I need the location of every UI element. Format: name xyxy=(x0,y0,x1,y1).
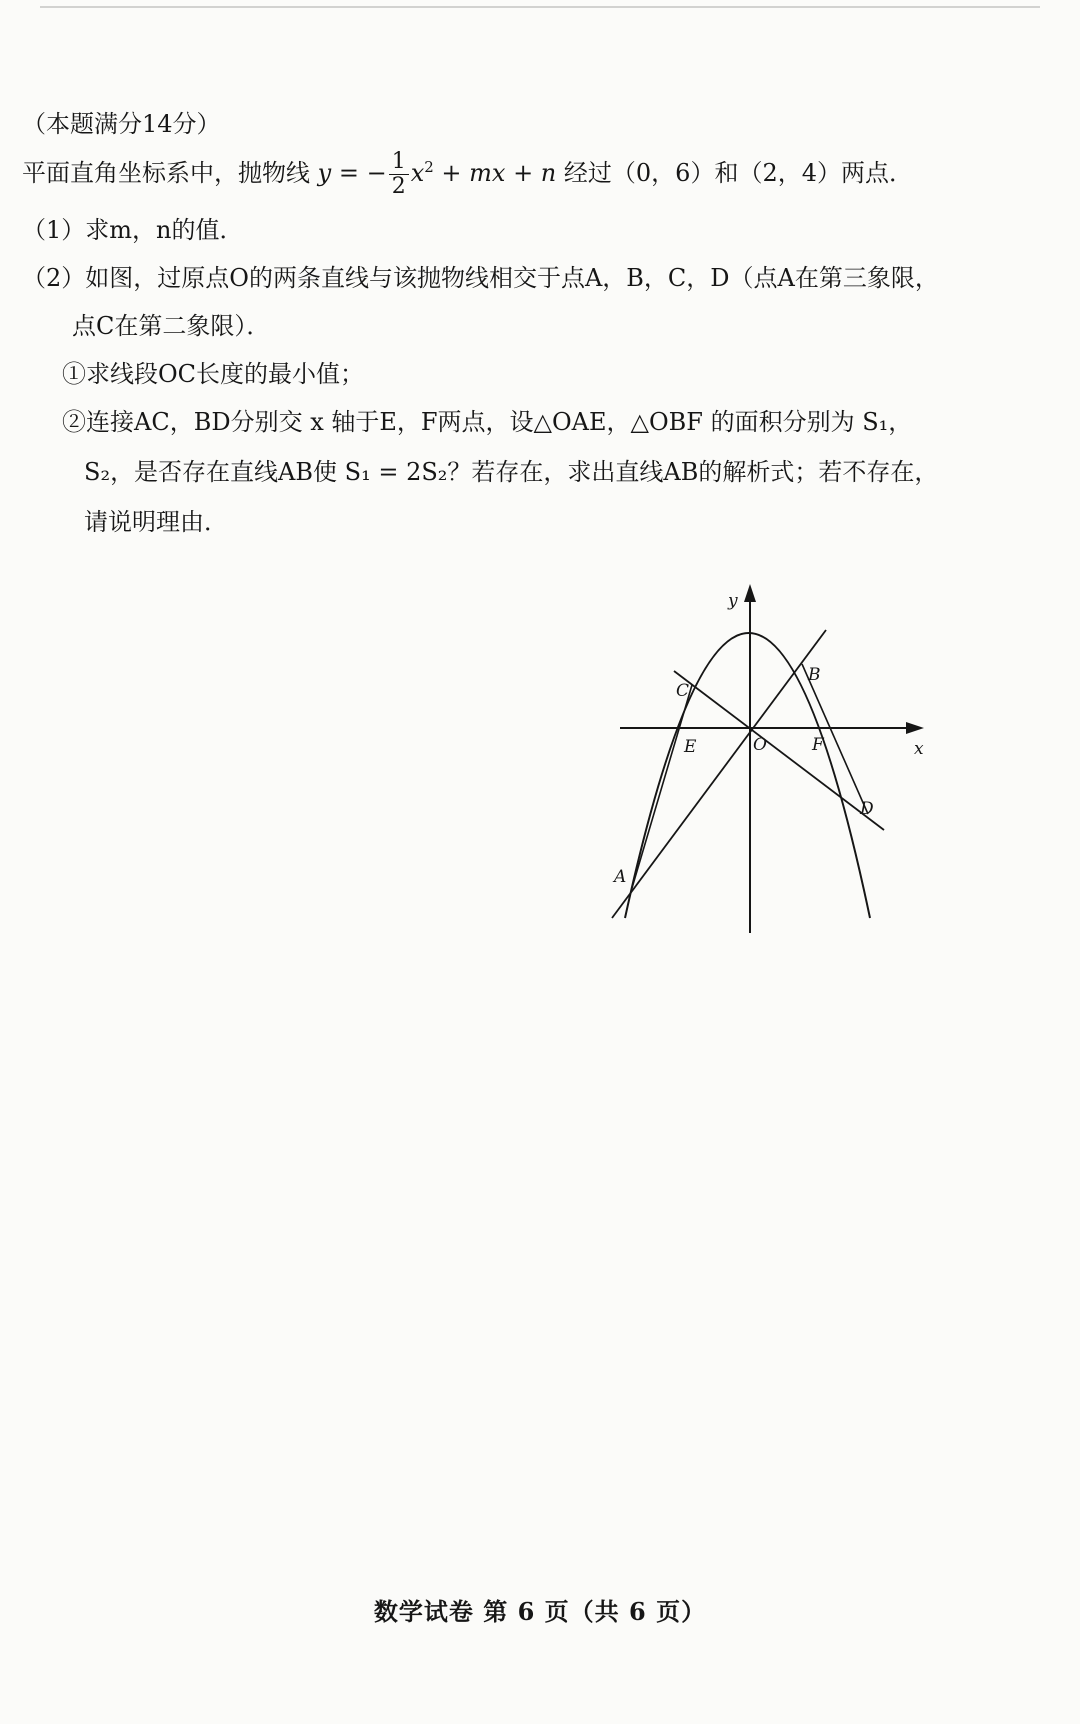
eq-exponent: 2 xyxy=(424,158,434,176)
label-x: x xyxy=(914,739,924,759)
line-cd xyxy=(674,671,884,830)
line-ab xyxy=(612,630,826,918)
intro-text-pre: 平面直角坐标系中，抛物线 xyxy=(22,159,310,187)
part-2-line-1: （2）如图，过原点O的两条直线与该抛物线相交于点A，B，C，D（点A在第三象限， xyxy=(22,264,939,292)
label-e: E xyxy=(684,737,697,757)
sub-question-2-line-1: ②连接AC，BD分别交 x 轴于E，F两点，设△OAE，△OBF 的面积分别为 S₁， xyxy=(62,408,913,436)
problem-intro xyxy=(22,150,913,199)
sub-question-2-line-3: 请说明理由． xyxy=(84,508,228,536)
score-note: （本题满分14分） xyxy=(22,110,221,138)
eq-y: y xyxy=(317,159,332,187)
label-a: A xyxy=(614,867,627,887)
part-2-line-2: 点C在第二象限）． xyxy=(72,312,271,340)
part-1: （1）求m，n的值． xyxy=(22,216,244,244)
label-f: F xyxy=(812,735,824,755)
label-c: C xyxy=(676,681,690,701)
parabola-curve xyxy=(625,633,870,918)
fraction-denominator: 2 xyxy=(391,174,406,199)
eq-x: x xyxy=(410,159,425,187)
fraction-half xyxy=(389,150,409,199)
label-d: D xyxy=(860,799,874,819)
x-axis-arrow xyxy=(906,722,924,734)
sub-question-1: ①求线段OC长度的最小值； xyxy=(62,360,365,388)
segment-ac xyxy=(632,685,692,888)
label-o: O xyxy=(753,735,767,755)
label-y: y xyxy=(728,591,738,611)
fraction-numerator: 1 xyxy=(389,150,409,175)
y-axis-arrow xyxy=(744,584,756,602)
intro-text-post: 经过（0，6）和（2，4）两点． xyxy=(563,159,913,187)
figure-svg xyxy=(600,578,930,938)
top-rule xyxy=(40,6,1040,8)
page-footer: 数学试卷 第 6 页（共 6 页） xyxy=(373,1597,707,1626)
sub-question-2-line-2: S₂，是否存在直线AB使 S₁ = 2S₂？若存在，求出直线AB的解析式；若不存在， xyxy=(84,458,939,486)
eq-rest: + mx + n xyxy=(433,159,557,187)
label-b: B xyxy=(808,665,821,685)
eq-equals-minus: = − xyxy=(331,159,387,187)
geometry-figure xyxy=(600,578,930,942)
